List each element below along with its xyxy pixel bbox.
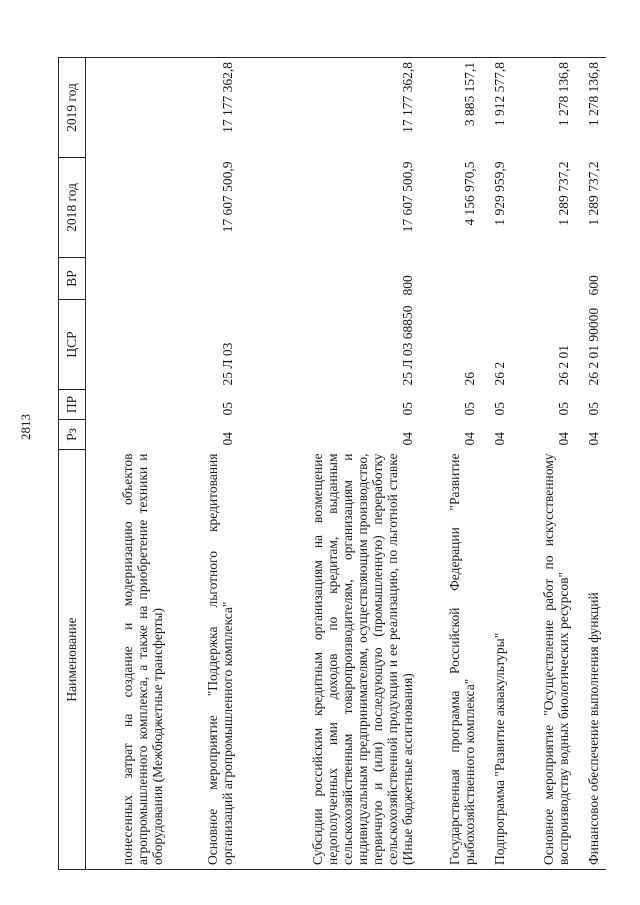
row-name: понесенных затрат на создание и модернизацию объектов агропромышленного комплекса, а также на приобретение техники и оборудования (Межбюджетные трансферты) xyxy=(86,450,170,870)
row-pr: 05 xyxy=(492,402,508,416)
row-csr: 26 2 01 90000 xyxy=(586,307,602,386)
row-2019: 1 278 136,8 xyxy=(512,58,576,158)
row-name: Финансовое обеспечение выполнения функций xyxy=(576,450,606,870)
table-row xyxy=(86,58,170,870)
header-2019: 2019 год xyxy=(59,58,86,158)
row-2018 xyxy=(86,158,170,258)
page-number: 2813 xyxy=(18,414,33,440)
header-name: Наименование xyxy=(59,450,86,870)
row-vr: 800 xyxy=(400,275,416,296)
rotated-page xyxy=(58,58,602,870)
header-2018: 2018 год xyxy=(59,158,86,258)
header-vr: ВР xyxy=(59,258,86,300)
header-csr: ЦСР xyxy=(59,300,86,390)
header-rz: Рз xyxy=(59,420,86,450)
row-2018: 1 289 737,2 xyxy=(586,161,602,226)
row-csr xyxy=(86,300,170,390)
row-csr: 26 2 xyxy=(492,361,508,386)
budget-table xyxy=(58,57,606,870)
row-vr xyxy=(170,258,240,300)
row-vr xyxy=(86,258,170,300)
row-rz xyxy=(86,420,170,450)
row-pr xyxy=(86,390,170,420)
row-rz: 04 xyxy=(462,432,478,446)
row-2019 xyxy=(86,58,170,158)
table-row xyxy=(576,58,606,870)
row-pr: 05 xyxy=(462,402,478,416)
row-rz: 04 xyxy=(492,432,508,446)
row-name: Субсидии российским кредитным организациям на возмещение недополученных ими доходов по кредитам, выданным сельскохозяйственным товаропроизводителям, организациям и индивидуальным предпринимателям, осуществляющим производство, первичную и (или) последующую (промышленную) переработку сельскохозяйственной продукции и ее реализацию, по льготной ставке (Иные бюджетные ассигнования) xyxy=(240,450,420,870)
row-vr: 600 xyxy=(586,275,602,296)
table-row xyxy=(420,58,482,870)
row-vr xyxy=(512,258,576,300)
table-row xyxy=(240,58,420,870)
row-rz: 04 xyxy=(220,432,236,446)
row-rz: 04 xyxy=(400,432,416,446)
row-2019: 17 177 362,8 xyxy=(240,58,420,158)
row-2018: 17 607 500,9 xyxy=(220,161,236,233)
row-pr: 05 xyxy=(220,402,236,416)
header-row xyxy=(59,58,86,870)
row-csr: 26 2 01 xyxy=(556,345,572,386)
row-name: Государственная программа Российской Федерации "Развитие рыбохозяйственного комплекса" xyxy=(420,450,482,870)
table-row xyxy=(482,58,512,870)
row-2019: 1 912 577,8 xyxy=(482,58,512,158)
table-row xyxy=(512,58,576,870)
row-csr: 25 Л 03 xyxy=(220,342,236,386)
row-pr: 05 xyxy=(556,402,572,416)
row-name: Основное мероприятие "Поддержка льготного кредитования организаций агропромышленного комплекса" xyxy=(170,450,240,870)
row-rz: 04 xyxy=(586,432,602,446)
row-2018: 17 607 500,9 xyxy=(400,161,416,233)
row-2018: 4 156 970,5 xyxy=(462,161,478,226)
row-rz: 04 xyxy=(556,432,572,446)
row-vr xyxy=(420,258,482,300)
row-name: Основное мероприятие "Осуществление работ по искусственному воспроизводству водных биологических ресурсов" xyxy=(512,450,576,870)
row-2019: 17 177 362,8 xyxy=(170,58,240,158)
row-2018: 1 929 959,9 xyxy=(492,161,508,226)
row-csr: 25 Л 03 68850 xyxy=(400,305,416,386)
row-vr xyxy=(482,258,512,300)
row-2019: 3 885 157,1 xyxy=(420,58,482,158)
header-pr: ПР xyxy=(59,390,86,420)
row-pr: 05 xyxy=(586,402,602,416)
table-row xyxy=(170,58,240,870)
row-csr: 26 xyxy=(462,372,478,386)
row-2018: 1 289 737,2 xyxy=(556,161,572,226)
row-2019: 1 278 136,8 xyxy=(576,58,606,158)
row-pr: 05 xyxy=(400,402,416,416)
row-name: Подпрограмма "Развитие аквакультуры" xyxy=(482,450,512,870)
